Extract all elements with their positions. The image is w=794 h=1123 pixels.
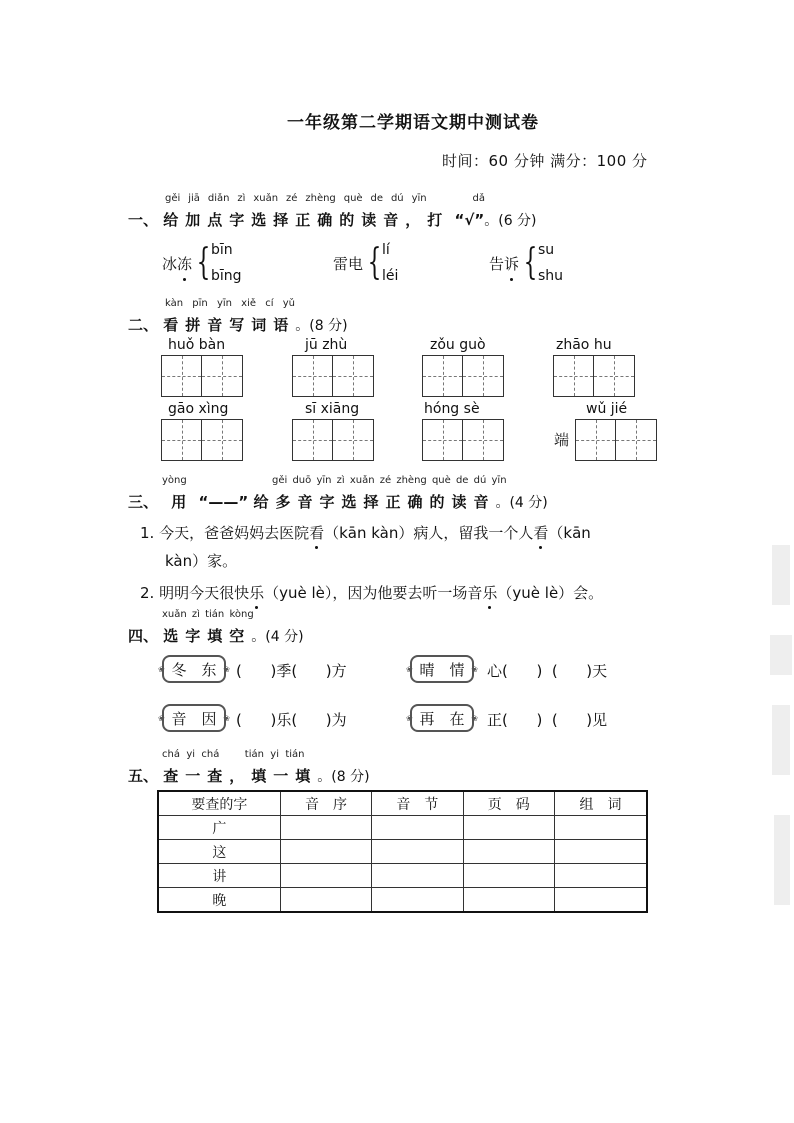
writing-grid-1[interactable] bbox=[161, 355, 243, 397]
table-header: 页 码 bbox=[463, 791, 554, 816]
q3-pinyin-right: gěi duō yīn zì xuǎn zé zhèng què de dú yīn bbox=[272, 475, 507, 486]
table-row bbox=[158, 816, 647, 840]
writing-grid-2[interactable] bbox=[292, 355, 374, 397]
q4-pinyin: xuǎn zì tián kòng bbox=[162, 609, 254, 620]
watermark bbox=[768, 545, 794, 915]
q3-sentence-1-cont: kàn）家。 bbox=[165, 552, 238, 570]
lookup-table bbox=[157, 790, 648, 913]
table-row bbox=[158, 840, 647, 864]
table-header: 音 节 bbox=[372, 791, 463, 816]
q3-sentence-1: 1. 今天，爸爸妈妈去医院看（kān kàn）病人，留我一个人看（kān bbox=[140, 524, 591, 542]
q4-line1-b: 心( ) ( )天 bbox=[487, 662, 608, 680]
table-cell-char: 这 bbox=[158, 840, 280, 864]
writing-grid-8[interactable] bbox=[575, 419, 657, 461]
writing-grid-6[interactable] bbox=[292, 419, 374, 461]
writing-grid-4[interactable] bbox=[553, 355, 635, 397]
answer-cell[interactable] bbox=[372, 816, 463, 840]
answer-cell[interactable] bbox=[372, 864, 463, 888]
choice-box-4: ❀ 再 在 ❀ bbox=[410, 704, 474, 732]
q4-line2-a: ( )乐( )为 bbox=[236, 711, 347, 729]
answer-cell[interactable] bbox=[463, 840, 554, 864]
writing-grid-5[interactable] bbox=[161, 419, 243, 461]
answer-cell[interactable] bbox=[554, 840, 647, 864]
q2-pinyin-4: zhāo hu bbox=[556, 337, 612, 353]
q3-pinyin-left: yòng bbox=[162, 475, 187, 486]
table-cell-char: 广 bbox=[158, 816, 280, 840]
q4-heading: 四、 选字填空。(4 分) bbox=[128, 627, 304, 645]
q2-heading: 二、 看拼音写词语。(8 分) bbox=[128, 316, 348, 334]
answer-cell[interactable] bbox=[463, 864, 554, 888]
q1-item-1: 冰 冻 { bīn bīng bbox=[162, 242, 242, 284]
q2-pinyin-5: gāo xìng bbox=[168, 401, 229, 417]
answer-cell[interactable] bbox=[463, 888, 554, 913]
table-row bbox=[158, 888, 647, 913]
choice-box-2: ❀ 晴 情 ❀ bbox=[410, 655, 474, 683]
q2-pinyin-6: sī xiāng bbox=[305, 401, 360, 417]
q2-pinyin-7: hóng sè bbox=[424, 401, 480, 417]
q1-item-2: 雷 电 { lí léi bbox=[333, 242, 399, 284]
answer-cell[interactable] bbox=[372, 840, 463, 864]
q5-pinyin: chá yi chá tián yi tián bbox=[162, 749, 305, 760]
table-header: 组 词 bbox=[554, 791, 647, 816]
answer-cell[interactable] bbox=[554, 864, 647, 888]
q2-pinyin-2: jū zhù bbox=[305, 337, 348, 353]
answer-cell[interactable] bbox=[554, 816, 647, 840]
q4-line2-b: 正( ) ( )见 bbox=[487, 711, 608, 729]
q2-pinyin-8: wǔ jié bbox=[586, 401, 628, 417]
table-cell-char: 晚 bbox=[158, 888, 280, 913]
q2-pinyin: kàn pīn yīn xiě cí yǔ bbox=[165, 298, 295, 309]
answer-cell[interactable] bbox=[554, 888, 647, 913]
writing-grid-3[interactable] bbox=[422, 355, 504, 397]
q2-prefix-char: 端 bbox=[554, 431, 570, 449]
q5-heading: 五、 查一查，填一填。(8 分) bbox=[128, 767, 370, 785]
page-title: 一年级第二学期语文期中测试卷 bbox=[287, 113, 539, 133]
choice-box-1: ❀ 冬 东 ❀ bbox=[162, 655, 226, 683]
answer-cell[interactable] bbox=[280, 816, 371, 840]
exam-meta: 时间：60 分钟 满分：100 分 bbox=[442, 152, 648, 170]
q1-item-3: 告 诉 { su shu bbox=[489, 242, 563, 284]
q1-heading: 一、 给加点字选择正确的读音，打 “√”。(6 分) bbox=[128, 211, 537, 229]
table-cell-char: 讲 bbox=[158, 864, 280, 888]
answer-cell[interactable] bbox=[372, 888, 463, 913]
table-header-row bbox=[158, 791, 647, 816]
q3-heading: 三、 用 “——” 给多音字选择正确的读音。(4 分) bbox=[128, 493, 548, 511]
table-header: 音 序 bbox=[280, 791, 371, 816]
choice-box-3: ❀ 音 因 ❀ bbox=[162, 704, 226, 732]
table-header: 要查的字 bbox=[158, 791, 280, 816]
writing-grid-7[interactable] bbox=[422, 419, 504, 461]
answer-cell[interactable] bbox=[280, 864, 371, 888]
answer-cell[interactable] bbox=[280, 840, 371, 864]
answer-cell[interactable] bbox=[280, 888, 371, 913]
q3-sentence-2: 2. 明明今天很快乐（yuè lè），因为他要去听一场音乐（yuè lè）会。 bbox=[140, 584, 604, 602]
q2-pinyin-3: zǒu guò bbox=[430, 337, 486, 353]
q1-pinyin: gěi jiā diǎn zì xuǎn zé zhèng què de dú yīn dǎ bbox=[165, 193, 485, 204]
q4-line1-a: ( )季( )方 bbox=[236, 662, 347, 680]
answer-cell[interactable] bbox=[463, 816, 554, 840]
table-row bbox=[158, 864, 647, 888]
q2-pinyin-1: huǒ bàn bbox=[168, 337, 226, 353]
